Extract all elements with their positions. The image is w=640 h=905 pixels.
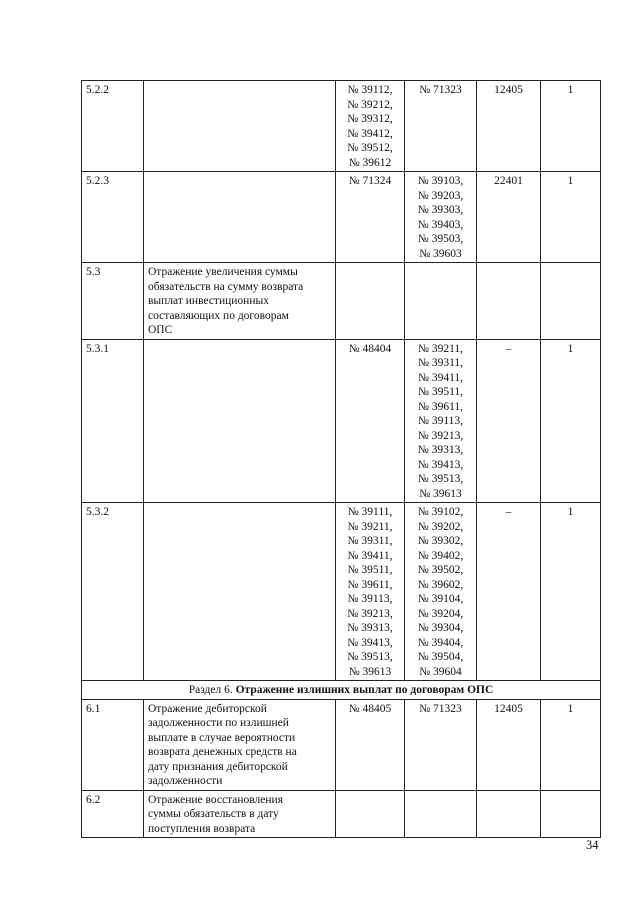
credit-account-line: № 39511, xyxy=(417,386,464,398)
description-line: Отражение увеличения суммы xyxy=(148,266,298,278)
credit-account-line: № 39611, xyxy=(417,400,464,413)
symbol-cell: – xyxy=(477,339,541,503)
section-prefix: Раздел 6. xyxy=(188,684,233,696)
credit-account-cell xyxy=(405,81,477,172)
debit-account-line: № 48405 xyxy=(348,702,392,715)
credit-account-line: № 39302, xyxy=(417,535,464,547)
debit-account-line: № 39313, xyxy=(347,622,393,634)
priority-cell: 1 xyxy=(541,172,601,263)
description-cell xyxy=(144,699,336,790)
credit-account-line: № 71323 xyxy=(419,702,462,715)
row-number-cell: 5.3.2 xyxy=(82,503,144,681)
credit-account-line: № 39402, xyxy=(417,549,464,562)
description-cell xyxy=(144,790,336,838)
debit-account-cell xyxy=(336,790,405,838)
table-row xyxy=(82,503,601,681)
entries-table xyxy=(81,80,601,838)
description-line: Отражение дебиторской xyxy=(148,702,267,715)
debit-account-cell xyxy=(336,339,405,503)
description-line: задолженности xyxy=(148,775,223,787)
description-cell xyxy=(144,263,336,340)
credit-account-line: № 39104, xyxy=(417,593,464,605)
section-header-row xyxy=(82,681,601,700)
debit-account-line: № 39211, xyxy=(347,520,393,533)
debit-account-line: № 39413, xyxy=(347,636,393,649)
description-cell xyxy=(144,339,336,503)
section-title: Отражение излишних выплат по договорам ОПС xyxy=(235,684,494,696)
debit-account-line: № 39511, xyxy=(347,564,393,576)
credit-account-line: № 39504, xyxy=(417,651,464,663)
description-line: составляющих по договорам xyxy=(148,309,289,322)
table-body-section-6-header xyxy=(82,681,601,700)
priority-cell: 1 xyxy=(541,339,601,503)
credit-account-line: № 39211, xyxy=(417,342,464,355)
description-line: ОПС xyxy=(148,324,173,336)
page-number: 34 xyxy=(586,838,599,852)
credit-account-line: № 39311, xyxy=(417,357,464,369)
description-line: выплат инвестиционных xyxy=(148,295,269,307)
symbol-cell: – xyxy=(477,503,541,681)
table-row xyxy=(82,263,601,340)
credit-account-line: № 39203, xyxy=(417,189,464,202)
description-cell xyxy=(144,503,336,681)
credit-account-line: № 39202, xyxy=(417,520,464,533)
row-number-cell: 6.2 xyxy=(82,790,144,838)
debit-account-cell xyxy=(336,263,405,340)
priority-cell: 1 xyxy=(541,699,601,790)
debit-account-line: № 39412, xyxy=(347,127,393,140)
credit-account-line: № 39603 xyxy=(419,247,462,260)
credit-account-line: № 39304, xyxy=(417,622,464,634)
debit-account-line: № 39612 xyxy=(348,156,392,169)
row-number-cell: 5.3 xyxy=(82,263,144,340)
debit-account-line: № 39212, xyxy=(347,98,393,111)
debit-account-line: № 39112, xyxy=(347,84,393,96)
table-body-section-5 xyxy=(82,81,601,681)
debit-account-line: № 39213, xyxy=(347,607,393,620)
debit-account-cell xyxy=(336,699,405,790)
credit-account-line: № 39303, xyxy=(417,204,464,216)
description-line: задолженности по излишней xyxy=(148,717,289,729)
debit-account-cell xyxy=(336,81,405,172)
description-cell xyxy=(144,81,336,172)
symbol-cell: 12405 xyxy=(477,699,541,790)
priority-cell xyxy=(541,790,601,838)
credit-account-cell xyxy=(405,339,477,503)
debit-account-line: № 71324 xyxy=(348,175,392,187)
credit-account-line: № 39413, xyxy=(417,458,464,471)
credit-account-line: № 39213, xyxy=(417,429,464,442)
symbol-cell xyxy=(477,790,541,838)
description-line: выплате в случае вероятности xyxy=(148,731,296,744)
symbol-cell: 22401 xyxy=(477,172,541,263)
description-cell xyxy=(144,172,336,263)
priority-cell xyxy=(541,263,601,340)
credit-account-line: № 39113, xyxy=(417,415,464,427)
debit-account-cell xyxy=(336,172,405,263)
table-row xyxy=(82,790,601,838)
credit-account-cell xyxy=(405,790,477,838)
debit-account-line: № 48404 xyxy=(348,342,392,355)
credit-account-line: № 39411, xyxy=(417,371,464,384)
debit-account-line: № 39613 xyxy=(348,665,392,678)
symbol-cell: 12405 xyxy=(477,81,541,172)
debit-account-line: № 39411, xyxy=(347,549,393,562)
credit-account-cell xyxy=(405,503,477,681)
table-body-section-6 xyxy=(82,699,601,838)
debit-account-cell xyxy=(336,503,405,681)
priority-cell: 1 xyxy=(541,81,601,172)
credit-account-line: № 39602, xyxy=(417,578,464,591)
credit-account-line: № 39403, xyxy=(417,218,464,231)
row-number-cell: 5.2.2 xyxy=(82,81,144,172)
priority-cell: 1 xyxy=(541,503,601,681)
table-row xyxy=(82,699,601,790)
credit-account-line: № 39503, xyxy=(417,233,464,245)
credit-account-cell xyxy=(405,263,477,340)
credit-account-line: № 71323 xyxy=(419,84,462,96)
table-row xyxy=(82,172,601,263)
description-line: поступления возврата xyxy=(148,822,256,835)
debit-account-line: № 39312, xyxy=(347,113,393,125)
credit-account-line: № 39313, xyxy=(417,444,464,456)
table-row xyxy=(82,81,601,172)
credit-account-line: № 39502, xyxy=(417,564,464,576)
table-row xyxy=(82,339,601,503)
debit-account-line: № 39512, xyxy=(347,142,393,154)
description-line: суммы обязательств в дату xyxy=(148,808,279,820)
debit-account-line: № 39611, xyxy=(347,578,393,591)
credit-account-cell xyxy=(405,699,477,790)
symbol-cell xyxy=(477,263,541,340)
debit-account-line: № 39311, xyxy=(347,535,393,547)
row-number-cell: 6.1 xyxy=(82,699,144,790)
credit-account-line: № 39103, xyxy=(417,175,464,187)
row-number-cell: 5.3.1 xyxy=(82,339,144,503)
description-line: обязательств на сумму возврата xyxy=(148,280,304,293)
description-line: возврата денежных средств на xyxy=(148,746,297,758)
credit-account-cell xyxy=(405,172,477,263)
credit-account-line: № 39102, xyxy=(417,506,464,518)
credit-account-line: № 39613 xyxy=(419,487,462,500)
debit-account-line: № 39513, xyxy=(347,651,393,663)
credit-account-line: № 39604 xyxy=(419,665,462,678)
description-line: Отражение восстановления xyxy=(148,793,284,806)
description-line: дату признания дебиторской xyxy=(148,760,288,773)
debit-account-line: № 39113, xyxy=(347,593,393,605)
credit-account-line: № 39204, xyxy=(417,607,464,620)
debit-account-line: № 39111, xyxy=(347,506,393,518)
credit-account-line: № 39513, xyxy=(417,473,464,485)
credit-account-line: № 39404, xyxy=(417,636,464,649)
section-header-cell xyxy=(82,681,601,700)
row-number-cell: 5.2.3 xyxy=(82,172,144,263)
